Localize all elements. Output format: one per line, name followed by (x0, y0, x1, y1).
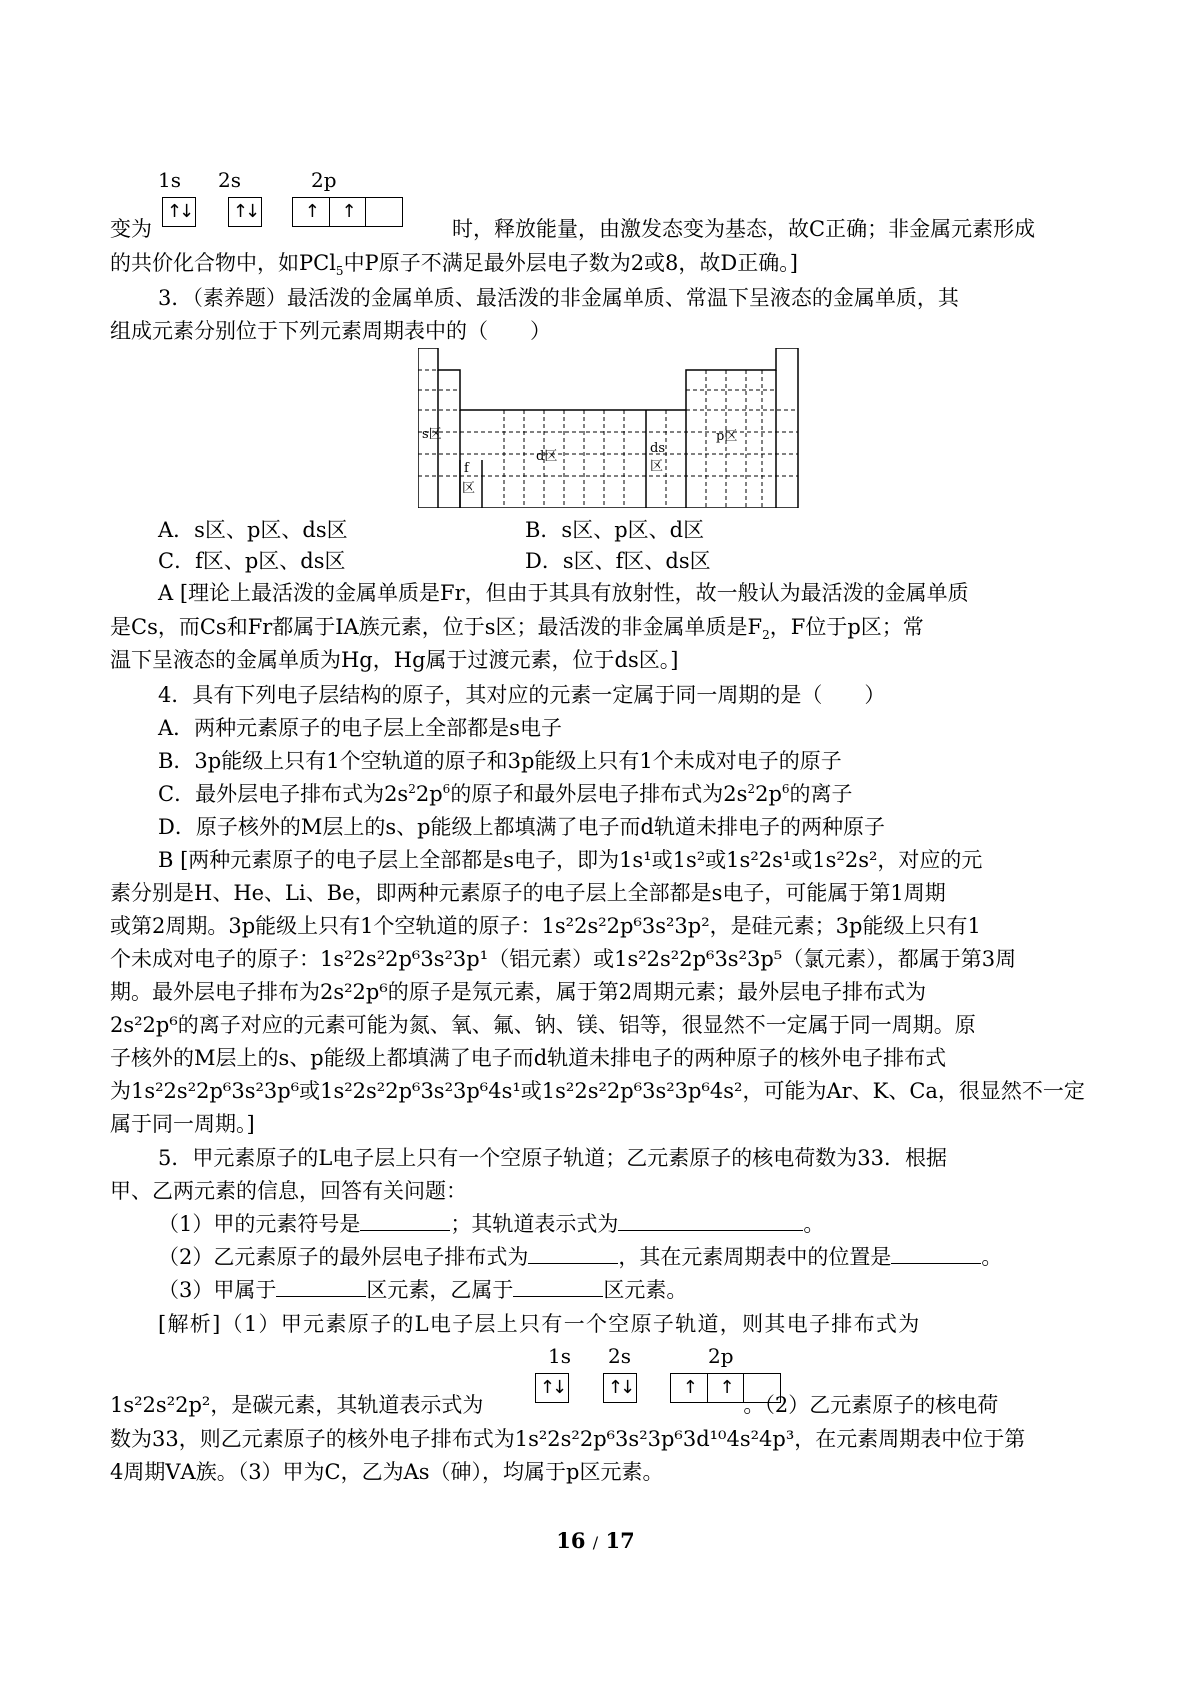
ds-block-label-1: ds (650, 441, 665, 456)
f-block-label-1: f (464, 461, 469, 476)
question-4: 4．具有下列电子层结构的原子，其对应的元素一定属于同一周期的是（ ） (158, 683, 886, 707)
option-b: B．s区、p区、d区 (525, 518, 705, 542)
orbital-box-2p: ↑ ↑ (292, 197, 403, 227)
text-line: 素分别是H、He、Li、Be，即两种元素原子的电子层上全部都是s电子，可能属于第1周期 (110, 881, 946, 905)
analysis: [解析]（1）甲元素原子的L电子层上只有一个空原子轨道，则其电子排布式为 (158, 1312, 921, 1336)
answer-blank[interactable] (276, 1276, 366, 1297)
text-line: 组成元素分别位于下列元素周期表中的（ ） (110, 319, 551, 343)
subquestion-3: （3）甲属于 区元素，乙属于 区元素。 (158, 1278, 688, 1302)
periodic-table-diagram (418, 348, 828, 508)
orbital-label-2s: 2s (608, 1344, 631, 1368)
orbital-label-2p: 2p (311, 168, 337, 192)
option-d: D．原子核外的M层上的s、p能级上都填满了电子而d轨道未排电子的两种原子 (158, 815, 885, 839)
text-line: 1s²2s²2p²，是碳元素，其轨道表示式为 。（2）乙元素原子的核电荷 (110, 1393, 999, 1417)
orbital-box-1s: ↑↓ (162, 197, 196, 227)
text-line: 期。最外层电子排布为2s²2p⁶的原子是氖元素，属于第2周期元素；最外层电子排布式为 (110, 980, 927, 1004)
ds-block-label-2: 区 (650, 459, 664, 474)
question-3: 3．（素养题）最活泼的金属单质、最活泼的非金属单质、常温下呈液态的金属单质，其 (158, 286, 959, 310)
orbital-label-2s: 2s (218, 168, 241, 192)
option-a: A．s区、p区、ds区 (158, 518, 348, 542)
answer-3: A [理论上最活泼的金属单质是Fr，但由于其具有放射性，故一般认为最活泼的金属单质 (158, 581, 969, 605)
text-line: 变为 时，释放能量，由激发态变为基态，故C正确；非金属元素形成 (110, 217, 1036, 241)
text-line: 温下呈液态的金属单质为Hg，Hg属于过渡元素，位于ds区。] (110, 648, 679, 672)
option-b: B．3p能级上只有1个空轨道的原子和3p能级上只有1个未成对电子的原子 (158, 749, 842, 773)
text-line: 数为33，则乙元素原子的核外电子排布式为1s²2s²2p⁶3s²3p⁶3d¹⁰4s²4p³，在元素周期表中位于第 (110, 1427, 1026, 1451)
orbital-box-2p: ↑ ↑ (670, 1373, 781, 1403)
answer-blank[interactable] (360, 1210, 450, 1231)
text-line: 是Cs，而Cs和Fr都属于ⅠA族元素，位于s区；最活泼的非金属单质是$F_2$，F位于p区；常 (110, 615, 924, 643)
orbital-box-2s: ↑↓ (228, 197, 262, 227)
text-line: 个未成对电子的原子：1s²2s²2p⁶3s²3p¹（铝元素）或1s²2s²2p⁶3s²3p⁵（氯元素），都属于第3周 (110, 947, 1017, 971)
answer-4: B [两种元素原子的电子层上全部都是s电子，即为1s¹或1s²或1s²2s¹或1s²2s²，对应的元 (158, 848, 983, 872)
orbital-label-1s: 1s (548, 1344, 571, 1368)
text-line: 子核外的M层上的s、p能级上都填满了电子而d轨道未排电子的两种原子的核外电子排布式 (110, 1046, 947, 1070)
s-block-label: s区 (422, 427, 442, 442)
option-c: C．最外层电子排布式为$2s^22p^6$的原子和最外层电子排布式为$2s^22p^6$的离子 (158, 782, 853, 806)
text-line: 属于同一周期。] (110, 1112, 255, 1136)
orbital-label-2p: 2p (708, 1344, 734, 1368)
text-line: 的共价化合物中，如PCl$_5$中P原子不满足最外层电子数为2或8，故D正确。] (110, 251, 798, 279)
answer-blank[interactable] (513, 1276, 603, 1297)
subquestion-2: （2）乙元素原子的最外层电子排布式为 ，其在元素周期表中的位置是 。 (158, 1245, 1003, 1269)
question-5: 5．甲元素原子的L电子层上只有一个空原子轨道；乙元素原子的核电荷数为33．根据 (158, 1146, 948, 1170)
text-line: 2s²2p⁶的离子对应的元素可能为氮、氧、氟、钠、镁、铝等，很显然不一定属于同一周期。原 (110, 1013, 976, 1037)
option-c: C．f区、p区、ds区 (158, 549, 346, 573)
text-line: 为1s²2s²2p⁶3s²3p⁶或1s²2s²2p⁶3s²3p⁶4s¹或1s²2s²2p⁶3s²3p⁶4s²，可能为Ar、K、Ca，很显然不一定 (110, 1079, 1085, 1103)
text-line: 4周期ⅤA族。（3）甲为C，乙为As（砷），均属于p区元素。 (110, 1460, 664, 1484)
orbital-label-1s: 1s (158, 168, 181, 192)
f-block-label-2: 区 (462, 481, 476, 496)
p-block-label: p区 (716, 429, 738, 444)
subquestion-1: （1）甲的元素符号是 ；其轨道表示式为 。 (158, 1212, 825, 1236)
orbital-box-2s: ↑↓ (603, 1373, 637, 1403)
answer-blank[interactable] (618, 1210, 803, 1231)
answer-blank[interactable] (891, 1243, 981, 1264)
orbital-box-1s: ↑↓ (535, 1373, 569, 1403)
page-number: 16 / 17 (556, 1528, 635, 1553)
text-line: 或第2周期。3p能级上只有1个空轨道的原子：1s²2s²2p⁶3s²3p²，是硅元素；3p能级上只有1 (110, 914, 981, 938)
option-a: A．两种元素原子的电子层上全部都是s电子 (158, 716, 562, 740)
answer-blank[interactable] (528, 1243, 618, 1264)
d-block-label: d区 (536, 449, 558, 464)
option-d: D．s区、f区、ds区 (525, 549, 711, 573)
text-line: 甲、乙两元素的信息，回答有关问题： (110, 1179, 467, 1203)
